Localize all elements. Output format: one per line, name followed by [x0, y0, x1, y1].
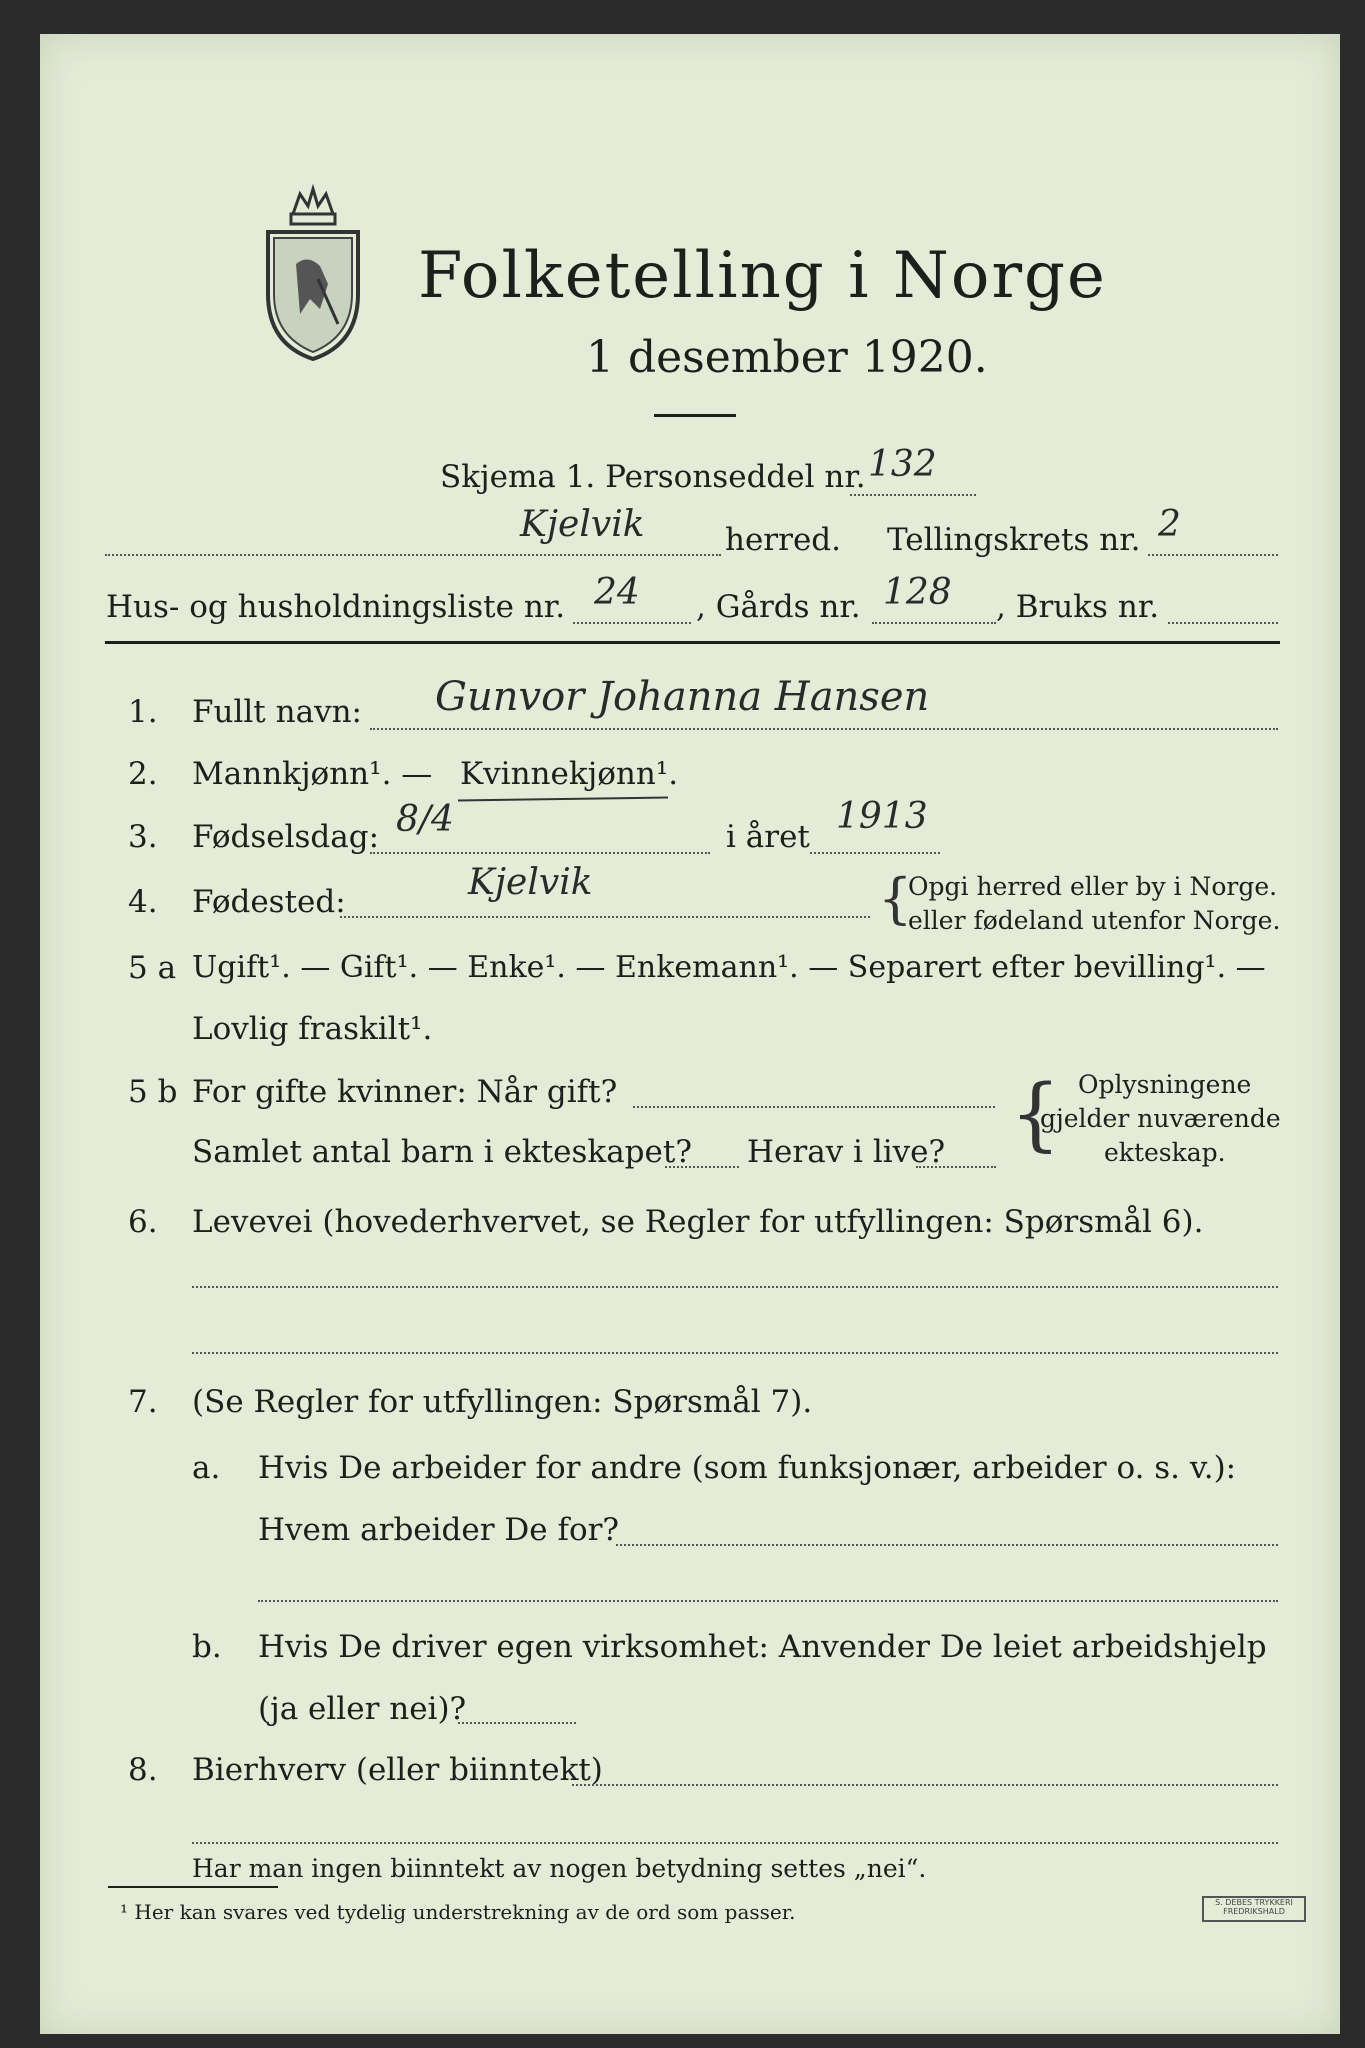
- page-title: Folketelling i Norge: [418, 239, 1107, 313]
- birthplace-value: Kjelvik: [468, 862, 593, 903]
- bruks-label: , Bruks nr.: [996, 589, 1160, 625]
- norwegian-coat-of-arms-icon: [258, 184, 368, 364]
- title-divider: [654, 414, 736, 417]
- gards-value: 128: [883, 572, 952, 613]
- q4-number: 4.: [128, 884, 158, 920]
- husholdningsliste-value: 24: [594, 572, 640, 613]
- q4-note-1: Opgi herred eller by i Norge.: [908, 872, 1278, 901]
- printer-stamp: S. DEBES TRYKKERI FREDRIKSHALD: [1202, 1896, 1306, 1922]
- q5b-children-label: Samlet antal barn i ekteskapet?: [192, 1134, 692, 1170]
- q1-label: Fullt navn:: [192, 694, 362, 730]
- q7b-letter: b.: [192, 1629, 222, 1665]
- census-date: 1 desember 1920.: [586, 332, 988, 383]
- full-name-value: Gunvor Johanna Hansen: [435, 674, 930, 720]
- q3-label: Fødselsdag:: [192, 819, 380, 855]
- q8-label: Bierhverv (eller biinntekt): [192, 1752, 603, 1788]
- q6-label: Levevei (hovederhvervet, se Regler for utfyllingen: Spørsmål 6).: [192, 1204, 1204, 1240]
- q2-female-option: Kvinnekjønn¹.: [460, 756, 679, 792]
- q5a-options: Ugift¹. — Gift¹. — Enke¹. — Enkemann¹. — Separert efter bevilling¹. —: [192, 950, 1266, 985]
- female-underline: [458, 797, 668, 802]
- q5b-alive-label: Herav i live?: [747, 1134, 946, 1170]
- q4-label: Fødested:: [192, 884, 346, 920]
- q3-number: 3.: [128, 819, 158, 855]
- tellingskrets-label: Tellingskrets nr.: [887, 522, 1141, 558]
- herred-value: Kjelvik: [520, 504, 645, 545]
- footnote: ¹ Her kan svares ved tydelig understrekning av de ord som passer.: [120, 1900, 796, 1924]
- q5b-note-2: gjelder nuværende: [1040, 1104, 1281, 1133]
- skjema-label: Skjema 1. Personseddel nr.: [440, 459, 866, 495]
- q5b-number: 5 b: [128, 1074, 178, 1110]
- q7a-line-2: Hvem arbeider De for?: [258, 1512, 620, 1548]
- personseddel-number: 132: [868, 444, 937, 485]
- q8-note: Har man ingen biinntekt av nogen betydning settes „nei“.: [192, 1854, 927, 1883]
- q2-number: 2.: [128, 756, 158, 792]
- q7-label: (Se Regler for utfyllingen: Spørsmål 7).: [192, 1384, 813, 1420]
- q7b-line-2: (ja eller nei)?: [258, 1691, 467, 1727]
- q2-male-option: Mannkjønn¹. —: [192, 756, 433, 792]
- q7b-line-1: Hvis De driver egen virksomhet: Anvender De leiet arbeidshjelp: [258, 1629, 1267, 1665]
- q6-number: 6.: [128, 1204, 158, 1240]
- husholdningsliste-label: Hus- og husholdningsliste nr.: [106, 589, 566, 625]
- q8-number: 8.: [128, 1752, 158, 1788]
- gards-label: , Gårds nr.: [696, 589, 861, 625]
- birthdate-value: 8/4: [396, 799, 454, 840]
- q1-number: 1.: [128, 694, 158, 730]
- q7-number: 7.: [128, 1384, 158, 1420]
- q5b-note-3: ekteskap.: [1104, 1138, 1226, 1167]
- q7a-line-1: Hvis De arbeider for andre (som funksjonær, arbeider o. s. v.):: [258, 1450, 1237, 1486]
- q5a-options-2: Lovlig fraskilt¹.: [192, 1011, 433, 1047]
- q3-year-label: i året: [726, 819, 810, 855]
- q5b-note-1: Oplysningene: [1078, 1070, 1252, 1099]
- header-rule: [105, 641, 1280, 644]
- birth-year-value: 1913: [836, 796, 928, 837]
- q7a-letter: a.: [192, 1450, 221, 1486]
- tellingskrets-value: 2: [1158, 504, 1181, 545]
- herred-label: herred.: [725, 522, 841, 558]
- census-form-sheet: Folketelling i Norge 1 desember 1920. Skjema 1. Personseddel nr. 132 Kjelvik herred. Tellingskrets nr. 2 Hus- og husholdningsliste nr. 24 , Gårds nr. 128 , Bruks nr. 1. Fullt navn: Gunvor Johanna Hansen 2. Mannkjønn¹. — Kvinnekjønn¹. 3. Fødselsdag: 8/4 i året 1913 4. Fødested: Kjelvik { Opgi herred eller by i Norge. eller fødeland utenfor Norge. 5 a Ugift¹. — Gift¹. — Enke¹. — Enkemann¹. — Separert efter bevilling¹. — Lovlig fraskilt¹. 5 b For gifte kvinner: Når gift? Samlet antal barn i ekteskapet? Herav i live? { Oplysningene gjelder nuværende ekteskap. 6. Levevei (hovederhvervet, se Regler for utfyllingen: Spørsmål 6). 7. (Se Regler for utfyllingen: Spørsmål 7). a. Hvis De arbeider for andre (som funksjonær, arbeider o. s. v.): Hvem arbeider De for? b. Hvis De driver egen virksomhet: Anvender De leiet arbeidshjelp (ja eller nei)? 8. Bierhverv (eller biinntekt) Har man ingen biinntekt av nogen betydning settes „nei“. ¹ Her kan svares ved tydelig understrekning av de ord som passer. S. DEBES TRYKKERI FREDRIKSHALD: [40, 34, 1340, 2034]
- q5b-label: For gifte kvinner: Når gift?: [192, 1074, 618, 1110]
- q5a-number: 5 a: [128, 950, 177, 986]
- q4-note-2: eller fødeland utenfor Norge.: [908, 906, 1281, 935]
